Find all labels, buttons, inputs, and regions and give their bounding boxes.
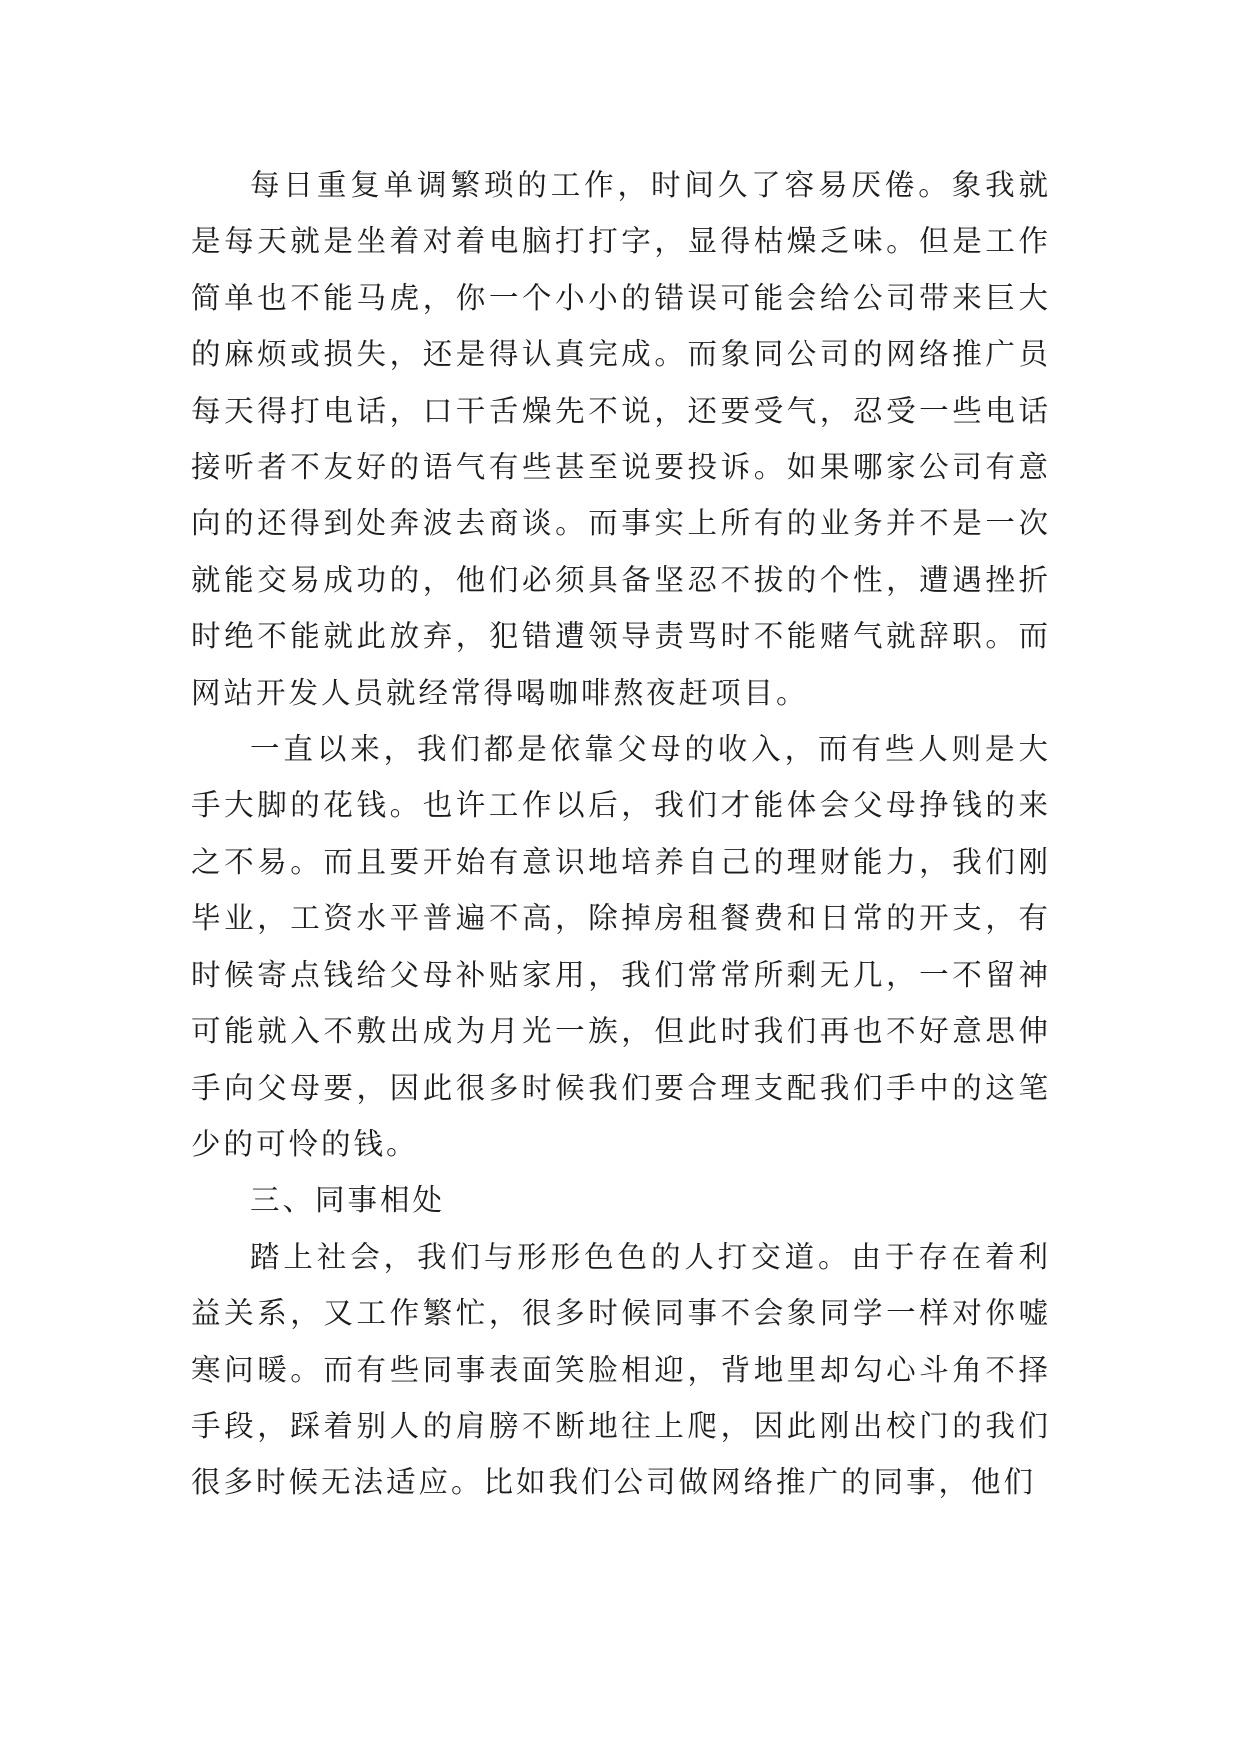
document-body <box>191 157 1051 1511</box>
section-heading: 三、同事相处 <box>250 1183 446 1218</box>
paragraph-colleagues: 踏上社会，我们与形形色色的人打交道。由于存在着利益关系，又工作繁忙，很多时候同事不会象同学一样对你嘘寒问暖。而有些同事表面笑脸相迎，背地里却勾心斗角不择手段，踩着别人的肩膀不断地往上爬，因此刚出校门的我们很多时候无法适应。比如我们公司做网络推广的同事，他们 <box>191 1239 1051 1500</box>
paragraph-finances: 一直以来，我们都是依靠父母的收入，而有些人则是大手大脚的花钱。也许工作以后，我们才能体会父母挣钱的来之不易。而且要开始有意识地培养自己的理财能力，我们刚毕业，工资水平普遍不高，除掉房租餐费和日常的开支，有时候寄点钱给父母补贴家用，我们常常所剩无几，一不留神可能就入不敷出成为月光一族，但此时我们再也不好意思伸手向父母要，因此很多时候我们要合理支配我们手中的这笔少的可怜的钱。 <box>191 732 1051 1161</box>
paragraph-work-routine: 每日重复单调繁琐的工作，时间久了容易厌倦。象我就是每天就是坐着对着电脑打打字，显得枯燥乏味。但是工作简单也不能马虎，你一个小小的错误可能会给公司带来巨大的麻烦或损失，还是得认真完成。而象同公司的网络推广员每天得打电话，口干舌燥先不说，还要受气，忍受一些电话接听者不友好的语气有些甚至说要投诉。如果哪家公司有意向的还得到处奔波去商谈。而事实上所有的业务并不是一次就能交易成功的，他们必须具备坚忍不拔的个性，遭遇挫折时绝不能就此放弃，犯错遭领导责骂时不能赌气就辞职。而网站开发人员就经常得喝咖啡熬夜赶项目。 <box>191 168 1051 710</box>
